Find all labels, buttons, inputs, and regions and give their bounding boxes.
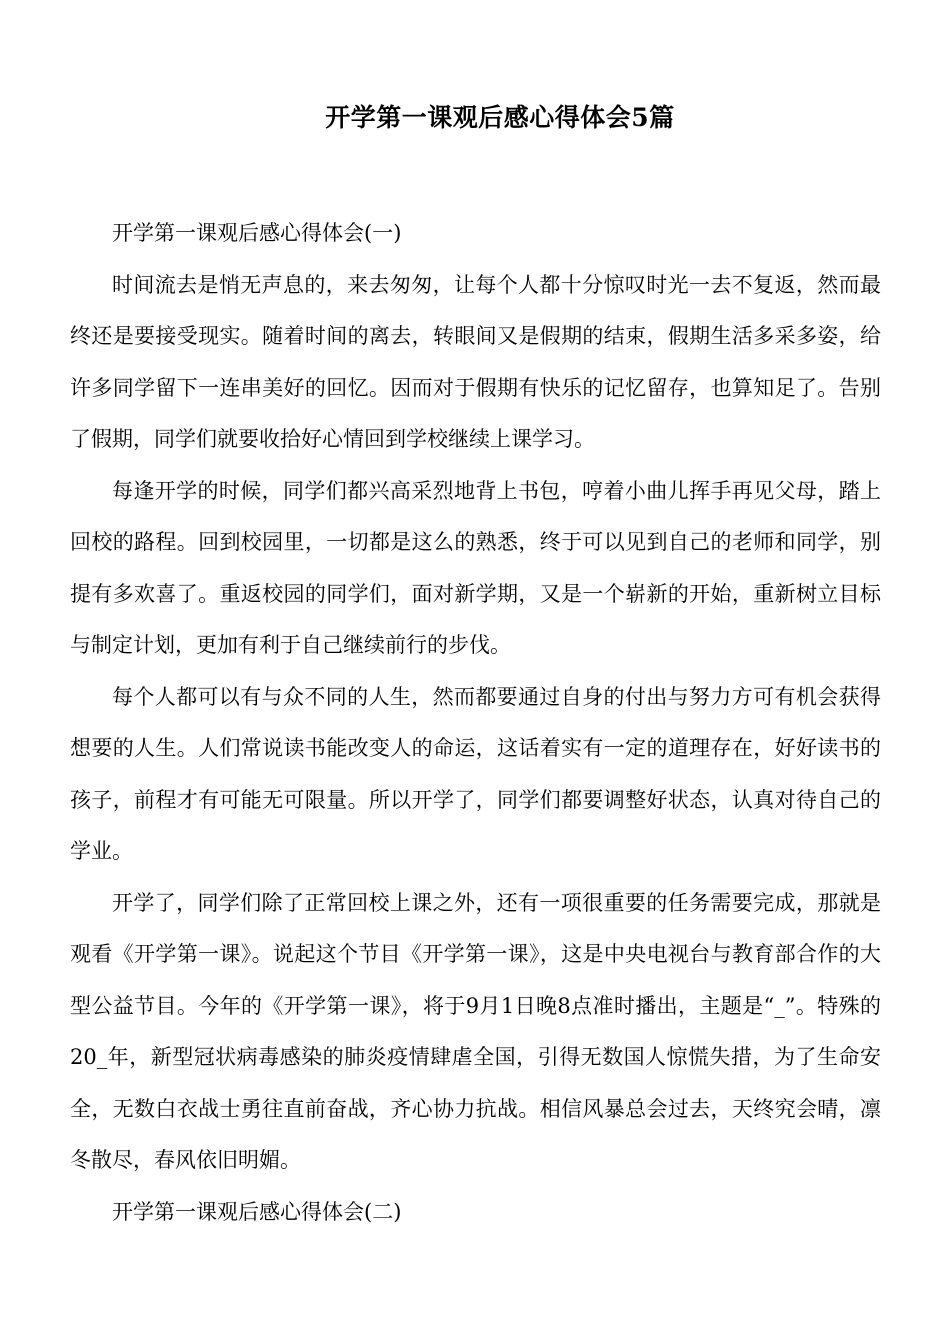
document-body [70,208,881,1238]
section-heading: 开学第一课观后感心得体会(二) [112,1199,402,1224]
paragraph: 每逢开学的时候，同学们都兴高采烈地背上书包，哼着小曲儿挥手再见父母，踏上回校的路程。回到校园里，一切都是这么的熟悉，终于可以见到自己的老师和同学，别提有多欢喜了。重返校园的同学们，面对新学期，又是一个崭新的开始，重新树立目标与制定计划，更加有利于自己继续前行的步伐。 [70,478,881,657]
paragraph: 每个人都可以有与众不同的人生，然而都要通过自身的付出与努力方可有机会获得想要的人生。人们常说读书能改变人的命运，这话着实有一定的道理存在，好好读书的孩子，前程才有可能无可限量。所以开学了，同学们都要调整好状态，认真对待自己的学业。 [70,684,881,863]
paragraph: 开学了，同学们除了正常回校上课之外，还有一项很重要的任务需要完成，那就是观看《开学第一课》。说起这个节目《开学第一课》，这是中央电视台与教育部合作的大型公益节目。今年的《开学第一课》，将于9月1日晚8点准时播出，主题是“_”。特殊的20_年，新型冠状病毒感染的肺炎疫情肆虐全国，引得无数国人惊慌失措，为了生命安全，无数白衣战士勇往直前奋战，齐心协力抗战。相信风暴总会过去，天终究会晴，凛冬散尽，春风依旧明媚。 [70,890,881,1172]
paragraph: 时间流去是悄无声息的，来去匆匆，让每个人都十分惊叹时光一去不复返，然而最终还是要接受现实。随着时间的离去，转眼间又是假期的结束，假期生活多采多姿，给许多同学留下一连串美好的回忆。因而对于假期有快乐的记忆留存，也算知足了。告别了假期，同学们就要收拾好心情回到学校继续上课学习。 [70,272,881,451]
section-heading: 开学第一课观后感心得体会(一) [112,221,402,245]
document-title: 开学第一课观后感心得体会5篇 [325,103,675,132]
